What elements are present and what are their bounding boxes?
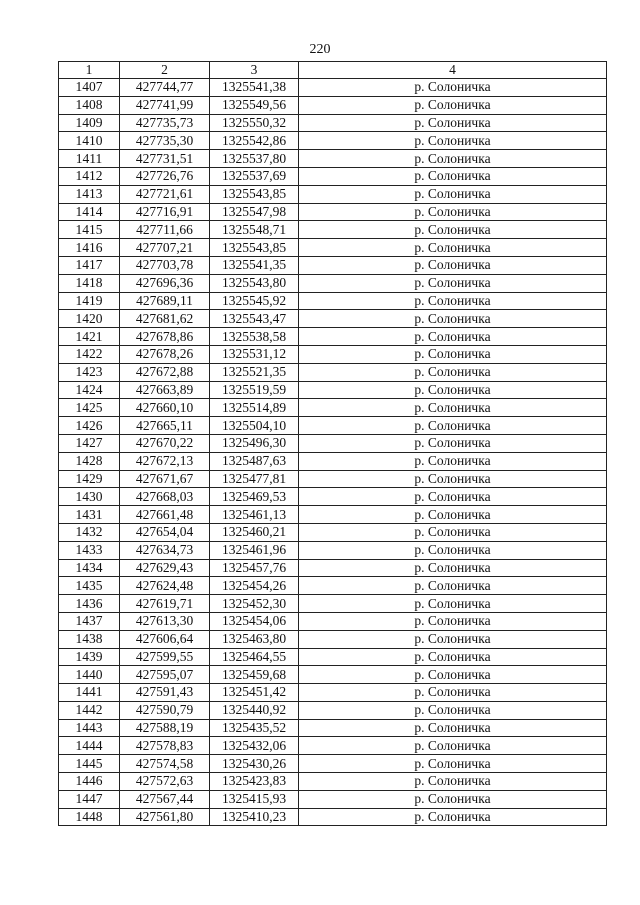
point-number: 1413 xyxy=(59,185,120,203)
x-coordinate: 427613,30 xyxy=(120,612,210,630)
table-row xyxy=(59,808,607,826)
x-coordinate: 427663,89 xyxy=(120,381,210,399)
x-coordinate: 427721,61 xyxy=(120,185,210,203)
x-coordinate: 427670,22 xyxy=(120,434,210,452)
point-number: 1408 xyxy=(59,96,120,114)
point-number: 1418 xyxy=(59,274,120,292)
object-name: р. Солоничка xyxy=(299,399,607,417)
object-name: р. Солоничка xyxy=(299,506,607,524)
table-row xyxy=(59,203,607,221)
y-coordinate: 1325543,85 xyxy=(210,185,299,203)
y-coordinate: 1325550,32 xyxy=(210,114,299,132)
x-coordinate: 427634,73 xyxy=(120,541,210,559)
x-coordinate: 427716,91 xyxy=(120,203,210,221)
point-number: 1433 xyxy=(59,541,120,559)
point-number: 1423 xyxy=(59,363,120,381)
point-number: 1439 xyxy=(59,648,120,666)
table-row xyxy=(59,221,607,239)
point-number: 1417 xyxy=(59,256,120,274)
object-name: р. Солоничка xyxy=(299,808,607,826)
x-coordinate: 427735,30 xyxy=(120,132,210,150)
point-number: 1427 xyxy=(59,434,120,452)
x-coordinate: 427671,67 xyxy=(120,470,210,488)
y-coordinate: 1325537,80 xyxy=(210,150,299,168)
x-coordinate: 427678,86 xyxy=(120,328,210,346)
y-coordinate: 1325423,83 xyxy=(210,773,299,791)
object-name: р. Солоничка xyxy=(299,612,607,630)
table-row xyxy=(59,684,607,702)
x-coordinate: 427660,10 xyxy=(120,399,210,417)
x-coordinate: 427696,36 xyxy=(120,274,210,292)
table-row xyxy=(59,167,607,185)
x-coordinate: 427707,21 xyxy=(120,239,210,257)
point-number: 1407 xyxy=(59,79,120,97)
table-row xyxy=(59,434,607,452)
point-number: 1434 xyxy=(59,559,120,577)
y-coordinate: 1325549,56 xyxy=(210,96,299,114)
x-coordinate: 427726,76 xyxy=(120,167,210,185)
object-name: р. Солоничка xyxy=(299,150,607,168)
column-header-number: 1 xyxy=(59,62,120,79)
table-row xyxy=(59,719,607,737)
y-coordinate: 1325410,23 xyxy=(210,808,299,826)
object-name: р. Солоничка xyxy=(299,719,607,737)
x-coordinate: 427595,07 xyxy=(120,666,210,684)
y-coordinate: 1325463,80 xyxy=(210,630,299,648)
y-coordinate: 1325545,92 xyxy=(210,292,299,310)
point-number: 1421 xyxy=(59,328,120,346)
object-name: р. Солоничка xyxy=(299,737,607,755)
object-name: р. Солоничка xyxy=(299,328,607,346)
table-row xyxy=(59,630,607,648)
object-name: р. Солоничка xyxy=(299,381,607,399)
table-row xyxy=(59,755,607,773)
point-number: 1425 xyxy=(59,399,120,417)
object-name: р. Солоничка xyxy=(299,452,607,470)
x-coordinate: 427578,83 xyxy=(120,737,210,755)
object-name: р. Солоничка xyxy=(299,541,607,559)
table-row xyxy=(59,452,607,470)
x-coordinate: 427574,58 xyxy=(120,755,210,773)
header-row xyxy=(59,62,607,79)
x-coordinate: 427591,43 xyxy=(120,684,210,702)
point-number: 1429 xyxy=(59,470,120,488)
object-name: р. Солоничка xyxy=(299,96,607,114)
coordinates-table xyxy=(58,61,607,826)
object-name: р. Солоничка xyxy=(299,203,607,221)
object-name: р. Солоничка xyxy=(299,345,607,363)
x-coordinate: 427711,66 xyxy=(120,221,210,239)
table-row xyxy=(59,132,607,150)
y-coordinate: 1325519,59 xyxy=(210,381,299,399)
x-coordinate: 427731,51 xyxy=(120,150,210,168)
object-name: р. Солоничка xyxy=(299,79,607,97)
y-coordinate: 1325460,21 xyxy=(210,523,299,541)
table-row xyxy=(59,114,607,132)
table-row xyxy=(59,612,607,630)
y-coordinate: 1325514,89 xyxy=(210,399,299,417)
point-number: 1431 xyxy=(59,506,120,524)
object-name: р. Солоничка xyxy=(299,648,607,666)
object-name: р. Солоничка xyxy=(299,773,607,791)
object-name: р. Солоничка xyxy=(299,256,607,274)
table-row xyxy=(59,185,607,203)
x-coordinate: 427672,88 xyxy=(120,363,210,381)
y-coordinate: 1325430,26 xyxy=(210,755,299,773)
object-name: р. Солоничка xyxy=(299,221,607,239)
x-coordinate: 427599,55 xyxy=(120,648,210,666)
x-coordinate: 427672,13 xyxy=(120,452,210,470)
page-number: 220 xyxy=(309,42,331,57)
y-coordinate: 1325454,06 xyxy=(210,612,299,630)
table-row xyxy=(59,488,607,506)
table-row xyxy=(59,150,607,168)
object-name: р. Солоничка xyxy=(299,417,607,435)
point-number: 1414 xyxy=(59,203,120,221)
x-coordinate: 427661,48 xyxy=(120,506,210,524)
point-number: 1437 xyxy=(59,612,120,630)
point-number: 1438 xyxy=(59,630,120,648)
x-coordinate: 427590,79 xyxy=(120,701,210,719)
object-name: р. Солоничка xyxy=(299,310,607,328)
object-name: р. Солоничка xyxy=(299,292,607,310)
table-row xyxy=(59,666,607,684)
x-coordinate: 427689,11 xyxy=(120,292,210,310)
y-coordinate: 1325548,71 xyxy=(210,221,299,239)
point-number: 1432 xyxy=(59,523,120,541)
table-row xyxy=(59,648,607,666)
table-row xyxy=(59,345,607,363)
point-number: 1445 xyxy=(59,755,120,773)
y-coordinate: 1325432,06 xyxy=(210,737,299,755)
x-coordinate: 427735,73 xyxy=(120,114,210,132)
x-coordinate: 427588,19 xyxy=(120,719,210,737)
point-number: 1415 xyxy=(59,221,120,239)
x-coordinate: 427561,80 xyxy=(120,808,210,826)
table-row xyxy=(59,773,607,791)
table-row xyxy=(59,417,607,435)
object-name: р. Солоничка xyxy=(299,755,607,773)
table-row xyxy=(59,737,607,755)
y-coordinate: 1325541,35 xyxy=(210,256,299,274)
object-name: р. Солоничка xyxy=(299,630,607,648)
y-coordinate: 1325541,38 xyxy=(210,79,299,97)
x-coordinate: 427654,04 xyxy=(120,523,210,541)
object-name: р. Солоничка xyxy=(299,274,607,292)
object-name: р. Солоничка xyxy=(299,470,607,488)
point-number: 1410 xyxy=(59,132,120,150)
point-number: 1426 xyxy=(59,417,120,435)
point-number: 1424 xyxy=(59,381,120,399)
y-coordinate: 1325543,47 xyxy=(210,310,299,328)
y-coordinate: 1325543,85 xyxy=(210,239,299,257)
y-coordinate: 1325452,30 xyxy=(210,595,299,613)
object-name: р. Солоничка xyxy=(299,790,607,808)
y-coordinate: 1325454,26 xyxy=(210,577,299,595)
column-header-y: 3 xyxy=(210,62,299,79)
table-row xyxy=(59,701,607,719)
y-coordinate: 1325469,53 xyxy=(210,488,299,506)
y-coordinate: 1325543,80 xyxy=(210,274,299,292)
column-header-description: 4 xyxy=(299,62,607,79)
y-coordinate: 1325451,42 xyxy=(210,684,299,702)
y-coordinate: 1325538,58 xyxy=(210,328,299,346)
point-number: 1442 xyxy=(59,701,120,719)
x-coordinate: 427668,03 xyxy=(120,488,210,506)
table-row xyxy=(59,559,607,577)
object-name: р. Солоничка xyxy=(299,488,607,506)
point-number: 1409 xyxy=(59,114,120,132)
y-coordinate: 1325457,76 xyxy=(210,559,299,577)
object-name: р. Солоничка xyxy=(299,595,607,613)
point-number: 1416 xyxy=(59,239,120,257)
object-name: р. Солоничка xyxy=(299,666,607,684)
point-number: 1448 xyxy=(59,808,120,826)
table-row xyxy=(59,470,607,488)
object-name: р. Солоничка xyxy=(299,434,607,452)
y-coordinate: 1325487,63 xyxy=(210,452,299,470)
y-coordinate: 1325461,13 xyxy=(210,506,299,524)
table-row xyxy=(59,79,607,97)
point-number: 1444 xyxy=(59,737,120,755)
point-number: 1436 xyxy=(59,595,120,613)
table-row xyxy=(59,577,607,595)
object-name: р. Солоничка xyxy=(299,559,607,577)
table-row xyxy=(59,541,607,559)
x-coordinate: 427619,71 xyxy=(120,595,210,613)
object-name: р. Солоничка xyxy=(299,363,607,381)
x-coordinate: 427681,62 xyxy=(120,310,210,328)
table-row xyxy=(59,256,607,274)
table-row xyxy=(59,328,607,346)
x-coordinate: 427567,44 xyxy=(120,790,210,808)
y-coordinate: 1325547,98 xyxy=(210,203,299,221)
table-row xyxy=(59,790,607,808)
y-coordinate: 1325435,52 xyxy=(210,719,299,737)
point-number: 1446 xyxy=(59,773,120,791)
point-number: 1441 xyxy=(59,684,120,702)
y-coordinate: 1325461,96 xyxy=(210,541,299,559)
point-number: 1443 xyxy=(59,719,120,737)
object-name: р. Солоничка xyxy=(299,701,607,719)
y-coordinate: 1325440,92 xyxy=(210,701,299,719)
table-row xyxy=(59,292,607,310)
table-header xyxy=(59,62,607,79)
table-row xyxy=(59,381,607,399)
y-coordinate: 1325521,35 xyxy=(210,363,299,381)
object-name: р. Солоничка xyxy=(299,239,607,257)
point-number: 1447 xyxy=(59,790,120,808)
table-row xyxy=(59,96,607,114)
column-header-x: 2 xyxy=(120,62,210,79)
y-coordinate: 1325496,30 xyxy=(210,434,299,452)
table-row xyxy=(59,595,607,613)
y-coordinate: 1325464,55 xyxy=(210,648,299,666)
x-coordinate: 427629,43 xyxy=(120,559,210,577)
y-coordinate: 1325459,68 xyxy=(210,666,299,684)
table-row xyxy=(59,399,607,417)
point-number: 1440 xyxy=(59,666,120,684)
object-name: р. Солоничка xyxy=(299,132,607,150)
object-name: р. Солоничка xyxy=(299,684,607,702)
object-name: р. Солоничка xyxy=(299,167,607,185)
y-coordinate: 1325415,93 xyxy=(210,790,299,808)
table-body xyxy=(59,79,607,826)
table-row xyxy=(59,239,607,257)
x-coordinate: 427606,64 xyxy=(120,630,210,648)
point-number: 1430 xyxy=(59,488,120,506)
x-coordinate: 427624,48 xyxy=(120,577,210,595)
table-row xyxy=(59,363,607,381)
point-number: 1411 xyxy=(59,150,120,168)
y-coordinate: 1325504,10 xyxy=(210,417,299,435)
table-row xyxy=(59,506,607,524)
x-coordinate: 427703,78 xyxy=(120,256,210,274)
table-row xyxy=(59,310,607,328)
table-row xyxy=(59,274,607,292)
point-number: 1422 xyxy=(59,345,120,363)
x-coordinate: 427678,26 xyxy=(120,345,210,363)
y-coordinate: 1325531,12 xyxy=(210,345,299,363)
x-coordinate: 427741,99 xyxy=(120,96,210,114)
object-name: р. Солоничка xyxy=(299,523,607,541)
y-coordinate: 1325542,86 xyxy=(210,132,299,150)
point-number: 1428 xyxy=(59,452,120,470)
object-name: р. Солоничка xyxy=(299,577,607,595)
y-coordinate: 1325477,81 xyxy=(210,470,299,488)
point-number: 1412 xyxy=(59,167,120,185)
point-number: 1420 xyxy=(59,310,120,328)
table-row xyxy=(59,523,607,541)
x-coordinate: 427744,77 xyxy=(120,79,210,97)
object-name: р. Солоничка xyxy=(299,185,607,203)
y-coordinate: 1325537,69 xyxy=(210,167,299,185)
object-name: р. Солоничка xyxy=(299,114,607,132)
x-coordinate: 427572,63 xyxy=(120,773,210,791)
x-coordinate: 427665,11 xyxy=(120,417,210,435)
point-number: 1419 xyxy=(59,292,120,310)
point-number: 1435 xyxy=(59,577,120,595)
